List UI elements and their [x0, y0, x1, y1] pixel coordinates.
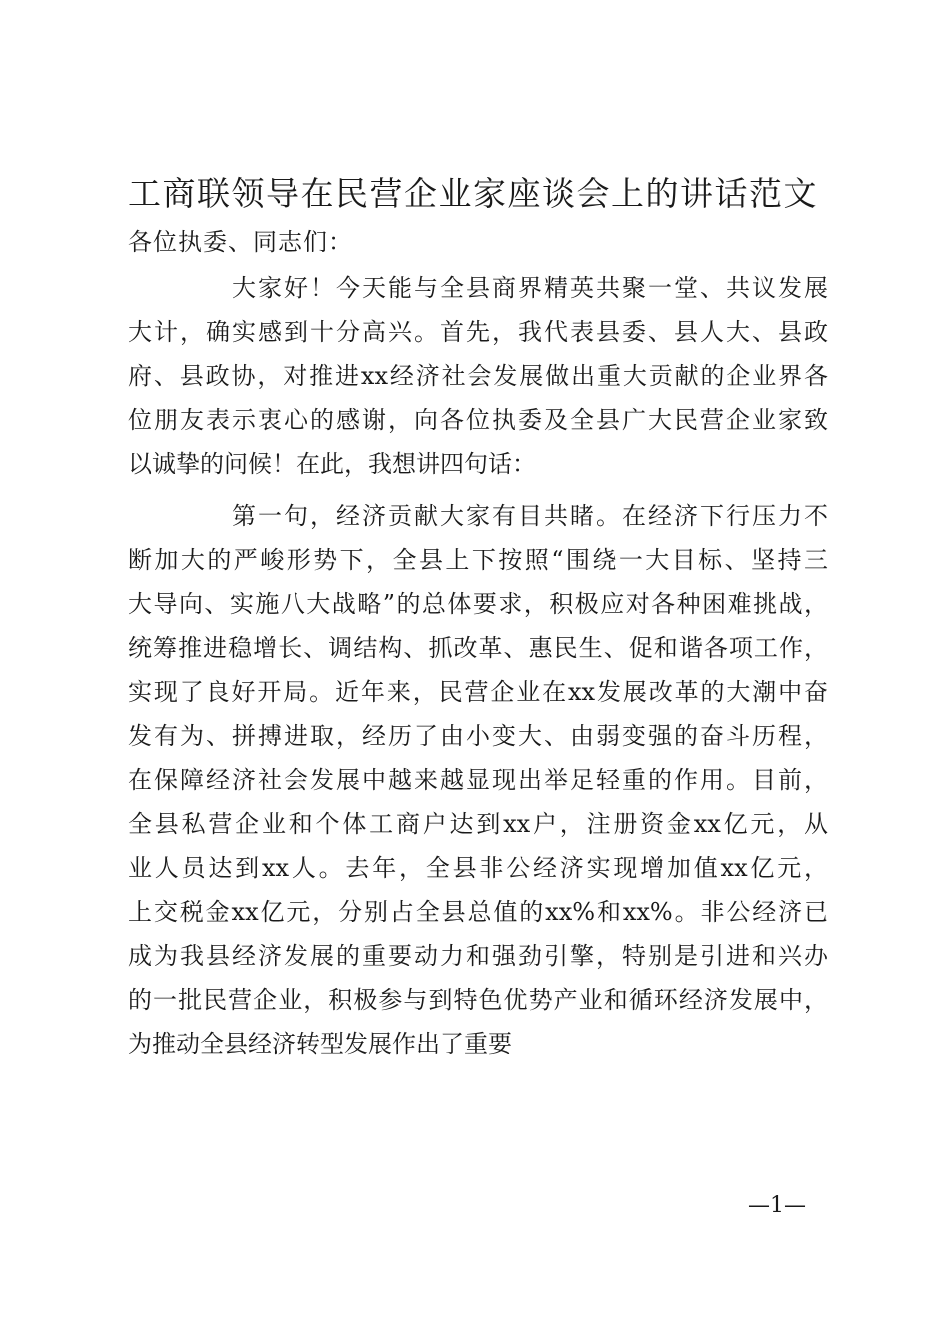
- paragraph-1-line-2: 大计，确实感到十分高兴。首先，我代表县委、县人大、县政: [128, 318, 828, 346]
- paragraph-1-line-4: 位朋友表示衷心的感谢，向各位执委及全县广大民营企业家致: [128, 406, 828, 434]
- paragraph-2-line-6: 发有为、拼搏进取，经历了由小变大、由弱变强的奋斗历程，: [128, 722, 828, 750]
- paragraph-2-line-5: 实现了良好开局。近年来，民营企业在xx发展改革的大潮中奋: [128, 678, 828, 706]
- paragraph-2-line-13: 为推动全县经济转型发展作出了重要: [128, 1030, 512, 1058]
- paragraph-1-line-3: 府、县政协，对推进xx经济社会发展做出重大贡献的企业界各: [128, 362, 828, 390]
- document-title: 工商联领导在民营企业家座谈会上的讲话范文: [128, 174, 818, 213]
- paragraph-2-line-11: 成为我县经济发展的重要动力和强劲引擎，特别是引进和兴办: [128, 942, 828, 970]
- paragraph-2-line-7: 在保障经济社会发展中越来越显现出举足轻重的作用。目前，: [128, 766, 828, 794]
- paragraph-1-line-5: 以诚挚的问候！在此，我想讲四句话：: [128, 450, 536, 478]
- paragraph-2-line-1: 第一句，经济贡献大家有目共睹。在经济下行压力不: [232, 502, 828, 530]
- paragraph-1-line-1: 大家好！今天能与全县商界精英共聚一堂、共议发展: [232, 274, 828, 302]
- paragraph-2-line-9: 业人员达到xx人。去年，全县非公经济实现增加值xx亿元，: [128, 854, 828, 882]
- paragraph-2-line-2: 断加大的严峻形势下，全县上下按照“围绕一大目标、坚持三: [128, 546, 828, 574]
- paragraph-2-line-10: 上交税金xx亿元，分别占全县总值的xx%和xx%。非公经济已: [128, 898, 828, 926]
- paragraph-2-line-3: 大导向、实施八大战略”的总体要求，积极应对各种困难挑战，: [128, 590, 828, 618]
- salutation: 各位执委、同志们：: [128, 228, 353, 256]
- paragraph-2-line-8: 全县私营企业和个体工商户达到xx户，注册资金xx亿元，从: [128, 810, 828, 838]
- paragraph-2-line-12: 的一批民营企业，积极参与到特色优势产业和循环经济发展中，: [128, 986, 828, 1014]
- paragraph-2-line-4: 统筹推进稳增长、调结构、抓改革、惠民生、促和谐各项工作，: [128, 634, 828, 662]
- page-number: —1—: [748, 1193, 806, 1218]
